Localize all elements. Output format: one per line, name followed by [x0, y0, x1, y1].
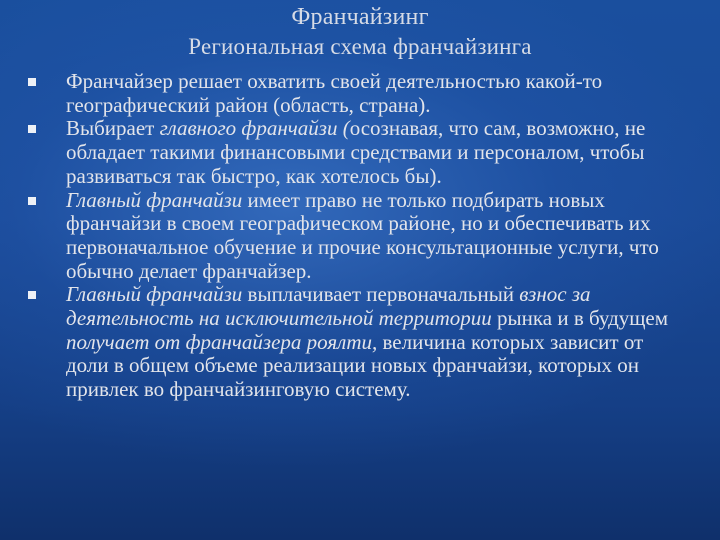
bullet-item	[28, 283, 688, 402]
text-segment: выплачивает первоначальный	[242, 282, 520, 307]
text-segment: рынка и в будущем	[491, 306, 669, 331]
bullet-item	[28, 117, 688, 188]
italic-text-segment: взнос за деятельность на исключительной территории	[66, 282, 591, 331]
italic-text-segment: Главный франчайзи	[66, 282, 243, 307]
italic-text-segment: главного франчайзи (	[159, 116, 350, 141]
square-bullet-icon	[28, 78, 36, 86]
italic-text-segment: Главный франчайзи	[66, 187, 243, 212]
bullet-item	[28, 70, 688, 117]
square-bullet-icon	[28, 125, 36, 133]
text-segment: Франчайзер решает охватить своей деятельностью какой-то географический район (область, страна).	[66, 69, 603, 117]
bullet-text	[66, 188, 659, 283]
bullet-list	[28, 70, 688, 402]
square-bullet-icon	[28, 197, 36, 205]
bullet-item	[28, 189, 688, 284]
italic-text-segment: получает от франчайзера роялти,	[66, 329, 378, 354]
bullet-text	[66, 282, 668, 401]
text-segment: Выбирает	[66, 116, 160, 141]
text-segment: имеет право не только подбирать новых франчайзи в своем географическом районе, но и обеспечивать их первоначальное обучение и прочие консультационные услуги, что обычно делает франчайзер.	[66, 187, 659, 283]
slide-subtitle: Региональная схема франчайзинга	[188, 34, 532, 59]
bullet-text	[66, 116, 645, 187]
text-segment: осознавая, что сам, возможно, не обладает такими финансовыми средствами и персоналом, чтобы развиваться так быстро, как хотелось бы).	[66, 116, 646, 188]
title-block	[0, 2, 720, 62]
square-bullet-icon	[28, 291, 36, 299]
bullet-text	[66, 69, 602, 117]
slide-title: Франчайзинг	[291, 4, 429, 30]
text-segment: величина которых зависит от доли в общем объеме реализации новых франчайзи, которых он привлек во франчайзинговую систему.	[66, 329, 644, 402]
